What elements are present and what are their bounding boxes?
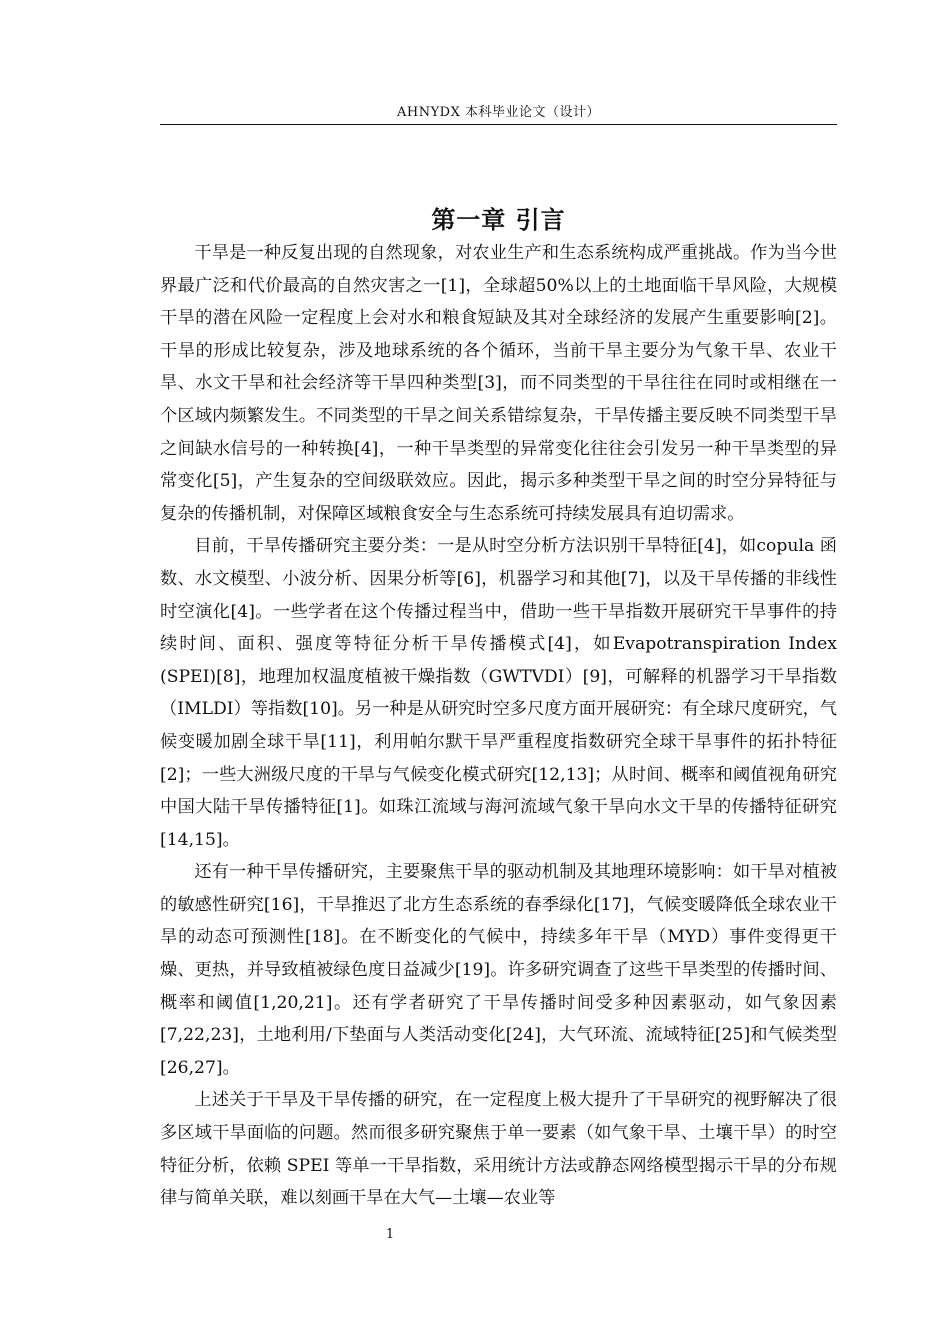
paragraph-4: 上述关于干旱及干旱传播的研究，在一定程度上极大提升了干旱研究的视野解决了很多区域干旱面临的问题。然而很多研究聚焦于单一要素（如气象干旱、土壤干旱）的时空特征分析，依赖 SPEI 等单一干旱指数，采用统计方法或静态网络模型揭示干旱的分布规律与简单关联，难以刻画干旱在大气—土壤—农业等	[160, 1090, 837, 1209]
page-number: 1	[385, 1227, 395, 1242]
paragraph-3: 还有一种干旱传播研究，主要聚焦干旱的驱动机制及其地理环境影响：如干旱对植被的敏感性研究[16]，干旱推迟了北方生态系统的春季绿化[17]，气候变暖降低全球农业干旱的动态可预测性[18]。在不断变化的气候中，持续多年干旱（MYD）事件变得更干燥、更热，并导致植被绿色度日益减少[19]。许多研究调查了这些干旱类型的传播时间、概率和阈值[1,20,21]。还有学者研究了干旱传播时间受多种因素驱动，如气象因素[7,22,23]，土地利用/下垫面与人类活动变化[24]，大气环流、流域特征[25]和气候类型[26,27]。	[160, 862, 837, 1078]
body-text	[160, 237, 837, 1215]
paragraph-1: 干旱是一种反复出现的自然现象，对农业生产和生态系统构成严重挑战。作为当今世界最广泛和代价最高的自然灾害之一[1]，全球超50%以上的土地面临干旱风险，大规模干旱的潜在风险一定程度上会对水和粮食短缺及其对全球经济的发展产生重要影响[2]。干旱的形成比较复杂，涉及地球系统的各个循环，当前干旱主要分为气象干旱、农业干旱、水文干旱和社会经济等干旱四种类型[3]，而不同类型的干旱往往在同时或相继在一个区域内频繁发生。不同类型的干旱之间关系错综复杂，干旱传播主要反映不同类型干旱之间缺水信号的一种转换[4]，一种干旱类型的异常变化往往会引发另一种干旱类型的异常变化[5]，产生复杂的空间级联效应。因此，揭示多种类型干旱之间的时空分异特征与复杂的传播机制，对保障区域粮食安全与生态系统可持续发展具有迫切需求。	[160, 243, 837, 524]
paragraph-2: 目前，干旱传播研究主要分类：一是从时空分析方法识别干旱特征[4]，如copula 函数、水文模型、小波分析、因果分析等[6]，机器学习和其他[7]，以及干旱传播的非线性时空演化[4]。一些学者在这个传播过程当中，借助一些干旱指数开展研究干旱事件的持续时间、面积、强度等特征分析干旱传播模式[4]，如Evapotranspiration Index (SPEI)[8]，地理加权温度植被干燥指数（GWTVDI）[9]，可解释的机器学习干旱指数（IMLDI）等指数[10]。另一种是从研究时空多尺度方面开展研究：有全球尺度研究，气候变暖加剧全球干旱[11]，利用帕尔默干旱严重程度指数研究全球干旱事件的拓扑特征[2]；一些大洲级尺度的干旱与气候变化模式研究[12,13]；从时间、概率和阈值视角研究中国大陆干旱传播特征[1]。如珠江流域与海河流域气象干旱向水文干旱的传播特征研究[14,15]。	[160, 536, 837, 850]
chapter-title: 第一章 引言	[431, 206, 566, 235]
running-header: AHNYDX 本科毕业论文（设计）	[397, 105, 600, 120]
header-rule	[160, 124, 837, 125]
